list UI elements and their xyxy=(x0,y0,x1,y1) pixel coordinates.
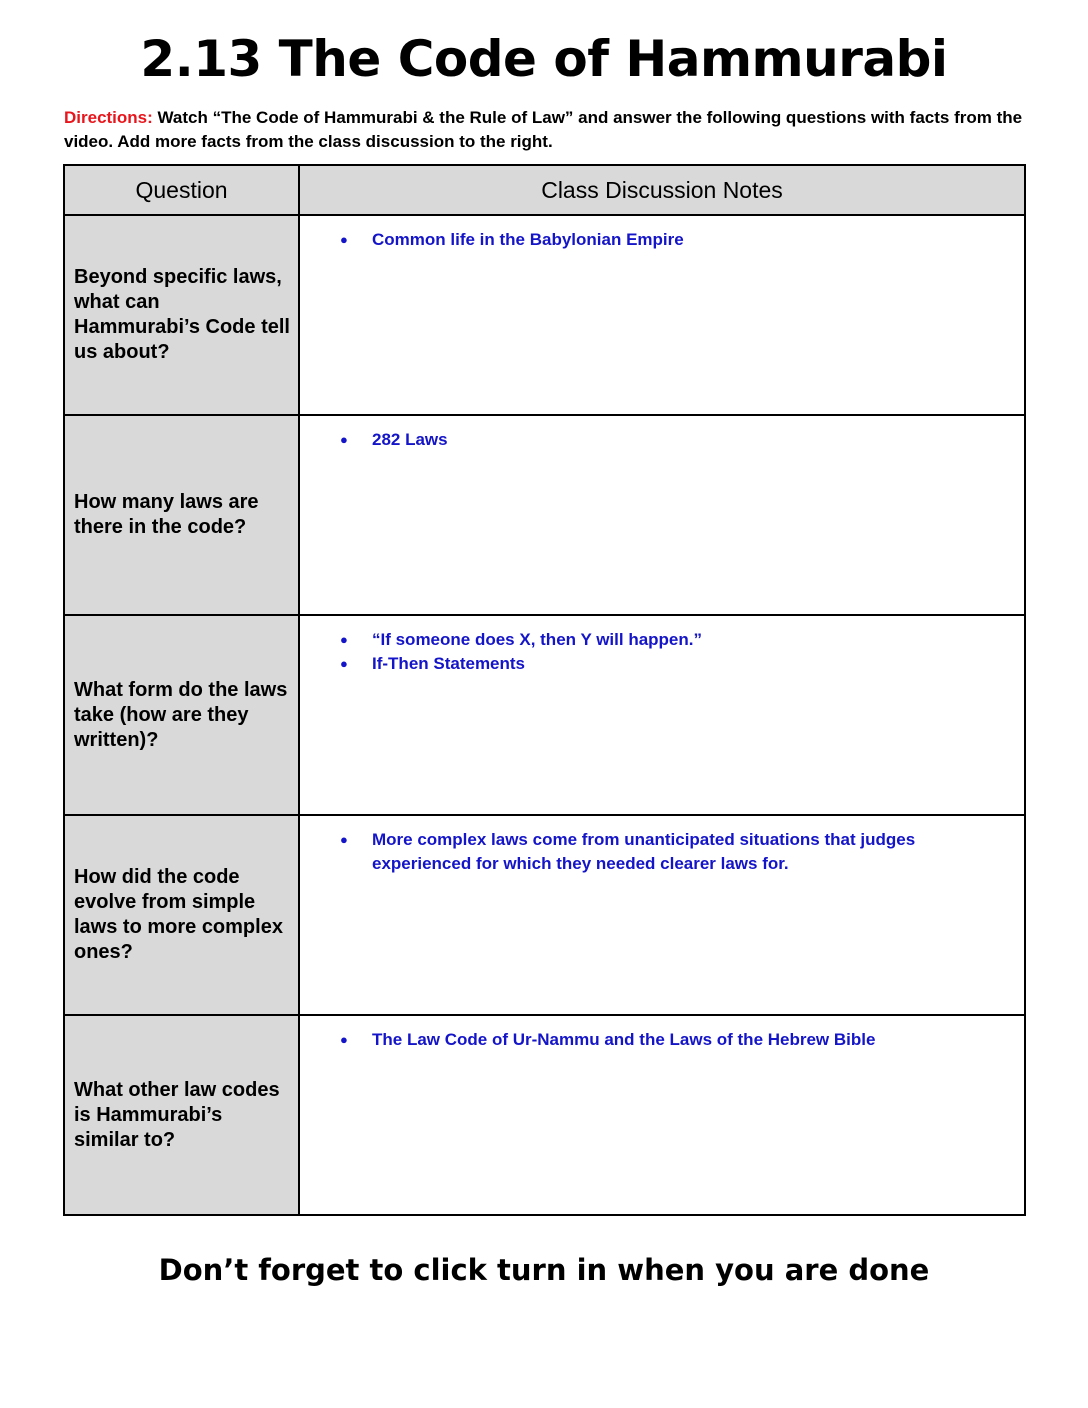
table-row xyxy=(64,415,1025,615)
notes-cell[interactable] xyxy=(299,615,1025,815)
directions-label: Directions: xyxy=(64,108,153,127)
notes-list-item: ● More complex laws come from unanticipated situations that judges experienced for which they needed clearer laws for. xyxy=(340,830,916,873)
notes-list-item: ● 282 Laws xyxy=(300,428,1024,452)
bullet-icon: ● xyxy=(340,632,348,647)
notes-cell[interactable] xyxy=(299,1015,1025,1215)
page-title: 2.13 The Code of Hammurabi xyxy=(140,30,948,88)
table-row xyxy=(64,215,1025,415)
notes-list-item: ● The Law Code of Ur-Nammu and the Laws of the Hebrew Bible xyxy=(300,1028,1024,1052)
question-cell: What other law codes is Hammurabi’s similar to? xyxy=(64,1015,299,1215)
table-row xyxy=(64,615,1025,815)
table-row xyxy=(64,1015,1025,1215)
notes-list-item: ● Common life in the Babylonian Empire xyxy=(300,228,1024,252)
bullet-icon: ● xyxy=(340,432,348,447)
notes-cell[interactable] xyxy=(299,215,1025,415)
question-cell: Beyond specific laws, what can Hammurabi’s Code tell us about? xyxy=(64,215,299,415)
notes-column-header: Class Discussion Notes xyxy=(299,165,1025,215)
notes-list-item: ● If-Then Statements xyxy=(300,652,1024,676)
bullet-icon: ● xyxy=(340,232,348,247)
directions-text: Watch “The Code of Hammurabi & the Rule of Law” and answer the following questions with facts from the video. Add more facts from the class discussion to the right. xyxy=(64,108,1023,151)
table-row xyxy=(64,815,1025,1015)
notes-list xyxy=(300,228,1024,252)
notes-list xyxy=(300,1028,1024,1052)
notes-list xyxy=(300,628,1024,676)
bullet-icon: ● xyxy=(340,1032,348,1047)
notes-list xyxy=(300,428,1024,452)
turn-in-reminder: Don’t forget to click turn in when you are done xyxy=(158,1253,930,1287)
worksheet-table xyxy=(63,164,1026,1216)
question-cell: How did the code evolve from simple laws to more complex ones? xyxy=(64,815,299,1015)
bullet-icon: ● xyxy=(340,832,348,847)
bullet-icon: ● xyxy=(340,656,348,671)
notes-cell[interactable] xyxy=(299,815,1025,1015)
question-cell: How many laws are there in the code? xyxy=(64,415,299,615)
directions xyxy=(64,106,1024,154)
question-cell: What form do the laws take (how are they written)? xyxy=(64,615,299,815)
notes-list xyxy=(300,828,1024,876)
notes-list-item: ● “If someone does X, then Y will happen.” xyxy=(300,628,1024,652)
notes-cell[interactable] xyxy=(299,415,1025,615)
question-column-header: Question xyxy=(64,165,299,215)
table-header-row xyxy=(64,165,1025,215)
